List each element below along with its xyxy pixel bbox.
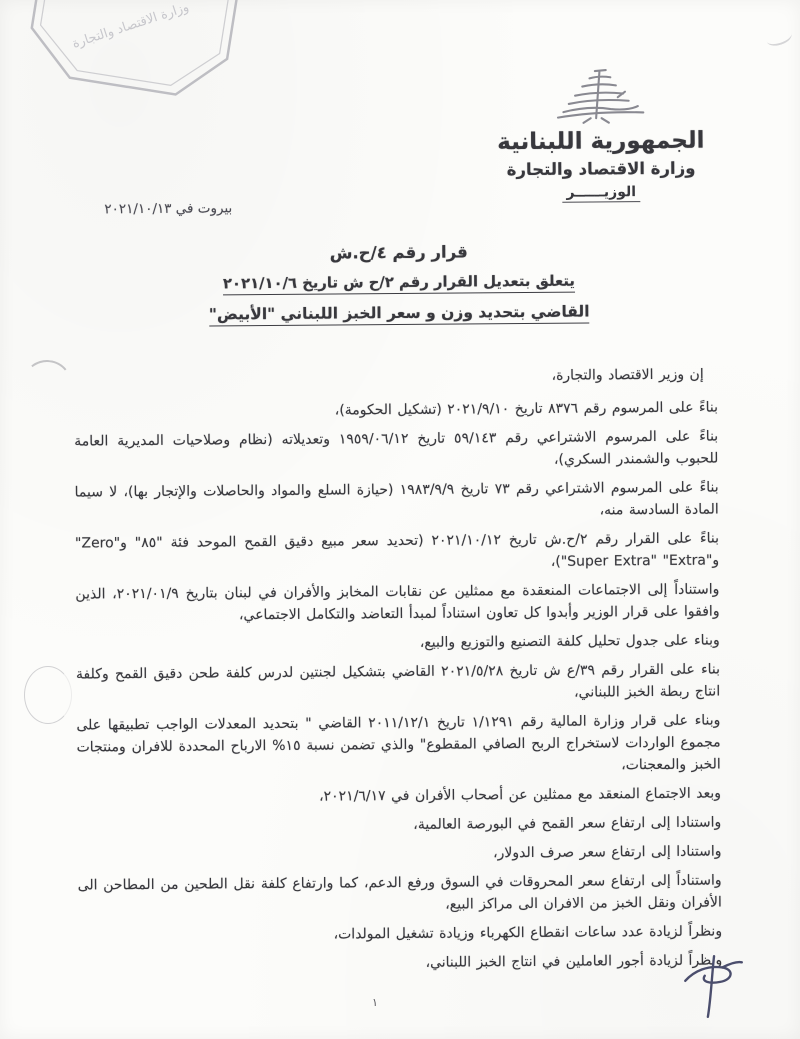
letterhead — [481, 65, 720, 203]
decree-clause: واستناداً إلى ارتفاع سعر المحروقات في السوق ورفع الدعم، كما وارتفاع كلفة نقل الطحين من المطاحن الى الأفران ونقل الخبز من الافران الى مراكز البيع، — [77, 872, 722, 913]
decree-clause: ونظراً لزيادة عدد ساعات انقطاع الكهرباء وزيادة تشغيل المولدات، — [333, 923, 723, 943]
decree-clause: بناءً على المرسوم الاشتراعي رقم ٥٩/١٤٣ تاريخ ١٩٥٩/٠٦/١٢ وتعديلاته (نظام وصلاحيات المديرية العامة للحبوب والشمندر السكري)، — [74, 428, 719, 468]
decision-title-block — [149, 241, 650, 327]
decree-clause: واستنادا إلى ارتفاع سعر صرف الدولار، — [492, 843, 722, 862]
cedar-logo-icon — [541, 66, 659, 127]
decision-subject: يتعلق بتعديل القرار رقم ٢/ح ش تاريخ ٢٠٢١/١٠/٦ — [223, 273, 575, 296]
page-number: ١ — [372, 996, 378, 1009]
decree-clause: ونظراً لزيادة أجور العاملين في انتاج الخبز اللبناني، — [425, 952, 723, 971]
decree-clause: واستناداً إلى الاجتماعات المنعقدة مع ممثلين عن نقابات المخابز والأفران في لبنان بتاريخ ٢٠٢١/٠١/٩، الذين وافقوا على قرار الوزير وأبدوا كل تعاون استناداً لمبدأ التعاضد والتكامل الاجتماعي، — [75, 581, 720, 624]
signature-mark — [676, 952, 748, 1022]
republic-title: الجمهورية اللبنانية — [497, 127, 705, 156]
decree-clause: بناء على القرار رقم ٣٩/ع ش تاريخ ٢٠٢١/٥/٢٨ القاضي بتشكيل لجنتين لدرس كلفة طحن دقيق القمح وكلفة انتاج ربطة الخبز اللبناني، — [75, 661, 721, 701]
decision-description: القاضي بتحديد وزن و سعر الخبز اللبناني "الأبيض" — [209, 303, 590, 327]
decision-number: قرار رقم ٤/ح.ش — [329, 242, 468, 263]
decree-clause: بناءً على المرسوم رقم ٨٣٧٦ تاريخ ٢٠٢١/٩/١٠ (تشكيل الحكومة)، — [334, 399, 719, 419]
decree-clause: واستنادا إلى ارتفاع سعر القمح في البورصة العالمية، — [413, 814, 722, 833]
decree-clause: وبناء على جدول تحليل كلفة التصنيع والتوزيع والبيع، — [419, 632, 720, 651]
stamp-ministry-text: وزارة الاقتصاد والتجارة — [70, 0, 191, 52]
dateline: بيروت في ٢٠٢١/١٠/١٣ — [104, 200, 233, 218]
ministry-title: وزارة الاقتصاد والتجارة — [506, 158, 696, 180]
decree-clause: وبعد الاجتماع المنعقد مع ممثلين عن أصحاب الأفران في ٢٠٢١/٦/١٧، — [318, 785, 722, 805]
minister-label: الوزيــــــر — [562, 184, 640, 203]
decision-body — [74, 364, 723, 984]
decree-clause: بناءً على القرار رقم ٢/ح.ش تاريخ ٢٠٢١/١٠/١٢ (تحديد سعر مبيع دقيق القمح الموحد فئة "٨٥" و"Zero" و"Super Extra" "Extra")، — [74, 530, 720, 570]
decree-clause: بناءً على المرسوم الاشتراعي رقم ٧٣ تاريخ ١٩٨٣/٩/٩ (حيازة السلع والمواد والحاصلات والإتجار بها)، لا سيما المادة السادسة منه، — [74, 479, 719, 519]
salutation: إن وزير الاقتصاد والتجارة، — [551, 366, 704, 384]
decree-clause: وبناء على قرار وزارة المالية رقم ١/١٢٩١ تاريخ ٢٠١١/١٢/١ القاضي " بتحديد المعدلات الواجب تطبيقها على مجموع الواردات لاستخراج الربح الصافي المقطوع" والذي تضمن نسبة ١٥% الارباح المحددة للافران ومنتجات الخبز والمعجنات، — [76, 712, 721, 774]
